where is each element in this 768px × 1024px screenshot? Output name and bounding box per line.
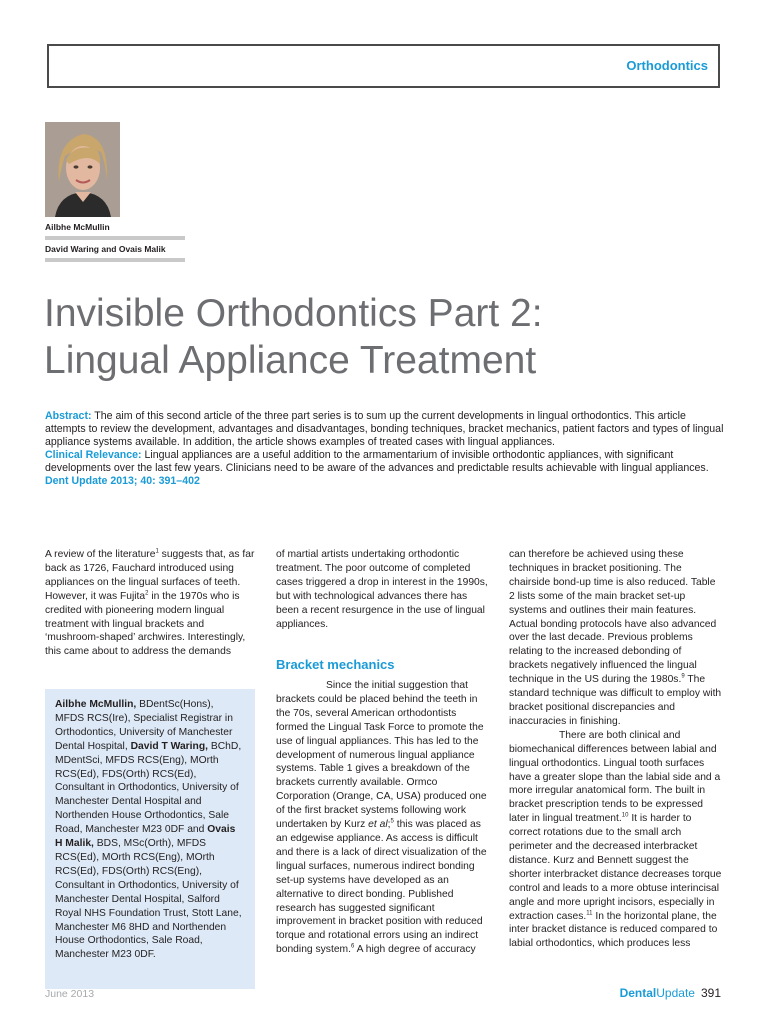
body-column-3 bbox=[509, 548, 723, 951]
abstract-block bbox=[45, 410, 725, 487]
reference-marker: 10 bbox=[621, 812, 629, 819]
reference-marker: 1 bbox=[155, 548, 159, 555]
article-title bbox=[44, 290, 724, 384]
footer-date: June 2013 bbox=[45, 988, 95, 1000]
header-box bbox=[47, 44, 720, 88]
body-text: It is harder to correct rotations due to the small arch perimeter and the decreased interbracket distance. Kurz and Bennett suggest the shorter interbracket distance decreases torque control and leads to a more obtuse interincisal angle and more upright incisors, especially in extraction cases. bbox=[509, 813, 722, 922]
body-text: Since the initial suggestion that brackets could be placed behind the teeth in the 70s, several American orthodontists formed the Lingual Task Force to promote the use of lingual appliances. This has led to the development of numerous lingual appliance systems. Table 1 gives a breakdown of the brackets currently available. Ormco Corporation (Orange, CA, USA) produced one of the first bracket systems following work undertaken by Kurz bbox=[276, 680, 487, 831]
affiliation-box bbox=[45, 689, 255, 989]
reference-marker: 5 bbox=[390, 818, 394, 825]
body-text: ; bbox=[387, 819, 391, 831]
section-label: Orthodontics bbox=[626, 58, 708, 73]
body-text: suggests that, as far back as 1726, Fauchard introduced using appliances on the lingual surfaces of teeth. However, it was Fujita bbox=[45, 549, 255, 602]
reference-marker: 11 bbox=[586, 910, 593, 917]
body-text: can therefore be achieved using these techniques in bracket positioning. The chairside bond-up time is also reduced. Table 2 lists some of the main bracket set-up systems and outlines their main features. Actual bonding protocols have also advanced over the last decade. Previous problems relating to the increased debonding of brackets negatively influenced the lingual technique in the US during the 1980s. bbox=[509, 549, 717, 686]
affiliation-name: David T Waring, bbox=[130, 740, 208, 752]
reference-marker: 9 bbox=[681, 673, 685, 680]
body-text: In the horizontal plane, the inter bracket distance is reduced compared to labial orthodontics, which produces less bbox=[509, 910, 718, 950]
page-number: 391 bbox=[700, 986, 721, 1000]
abstract-paragraph bbox=[45, 410, 725, 449]
title-line-1: Invisible Orthodontics Part 2: bbox=[44, 292, 543, 335]
body-text-italic: et al bbox=[368, 819, 388, 831]
relevance-paragraph bbox=[45, 449, 725, 475]
body-paragraph bbox=[509, 548, 723, 729]
author-divider bbox=[45, 236, 185, 240]
body-paragraph: of martial artists undertaking orthodontic treatment. The poor outcome of completed cases triggered a drop in interest in the 1990s, but with technological advances there has been a recent resurgence in the use of lingual appliances. bbox=[276, 549, 488, 630]
body-paragraph bbox=[276, 679, 488, 957]
body-text: in the 1970s who is credited with pioneering modern lingual treatment with lingual brackets and ‘mushroom-shaped’ archwires. Interestingly, this came about to address the demands bbox=[45, 590, 246, 658]
body-column-1 bbox=[45, 548, 255, 659]
body-paragraph bbox=[509, 729, 723, 952]
citation: Dent Update 2013; 40: 391–402 bbox=[45, 474, 200, 487]
title-line-2: Lingual Appliance Treatment bbox=[44, 339, 537, 382]
affiliation-text: BDS, MSc(Orth), MFDS RCS(Ed), MOrth RCS(Eng), MOrth RCS(Ed), FDS(Orth) RCS(Eng), Consultant in Orthodontics, University of Manchester Dental Hospital, Salford Royal NHS Foundation Trust, Stott Lane, Manchester M6 8HD and Northenden House Orthodontics, Sale Road, Manchester M23 0DF. bbox=[55, 838, 242, 961]
affiliation-name: Ovais H Malik, bbox=[55, 824, 236, 850]
body-text: this was placed as an edgewise appliance. As access is difficult and there is a lack of direct visualization of the lingual surfaces, numerous indirect bonding set-up systems have developed as an alternative to direct bonding. Published research has suggested significant improvement in bracket position with reduced torque and rotational errors using an indirect bonding system. bbox=[276, 819, 487, 956]
abstract-text: The aim of this second article of the three part series is to sum up the current developments in lingual orthodontics. This article attempts to review the development, advantages and disadvantages, bonding techniques, bracket mechanics, patient factors and types of lingual appliance systems available. In addition, the article shows examples of treated cases with lingual appliances. bbox=[45, 410, 724, 448]
affiliation-text: BChD, MDentSci, MFDS RCS(Eng), MOrth RCS(Ed), FDS(Orth) RCS(Ed), Consultant in Orthodontics, University of Manchester Dental Hospital and Northenden House Orthodontics, Sale Road, Manchester M23 0DF and bbox=[55, 740, 242, 836]
author-photo bbox=[45, 122, 120, 217]
footer-journal bbox=[620, 986, 721, 1000]
abstract-label: Abstract: bbox=[45, 410, 92, 422]
body-text: There are both clinical and biomechanical differences between labial and lingual orthodontics. Lingual tooth surfaces have a greater slope than the labial side and a more irregular anatomical form. The built in bracket prescription tends to be expressed later in lingual treatment. bbox=[509, 729, 721, 825]
journal-name-part: Dental bbox=[619, 986, 657, 1000]
portrait-image bbox=[45, 122, 120, 217]
body-text: A review of the literature bbox=[45, 549, 156, 560]
body-column-2 bbox=[276, 548, 488, 631]
reference-marker: 6 bbox=[350, 943, 355, 950]
journal-name-part: Update bbox=[656, 986, 695, 1000]
co-authors: David Waring and Ovais Malik bbox=[45, 244, 166, 254]
relevance-text: Lingual appliances are a useful addition to the armamentarium of invisible orthodontic appliances, with significant developments over the last few years. Clinicians need to be aware of the advances and predictable results achievable with lingual appliances. bbox=[45, 448, 709, 474]
body-text: The standard technique was difficult to employ with bracket positional discrepancies and inaccuracies in finishing. bbox=[509, 674, 722, 727]
body-column-2-continued bbox=[276, 679, 488, 957]
section-heading: Bracket mechanics bbox=[276, 657, 395, 672]
reference-marker: 2 bbox=[145, 590, 149, 597]
relevance-label: Clinical Relevance: bbox=[45, 448, 142, 461]
body-text: A high degree of accuracy bbox=[354, 944, 476, 956]
affiliation-text: BDentSc(Hons), MFDS RCS(Ire), Specialist Registrar in Orthodontics, University of Manchester Dental Hospital, bbox=[55, 699, 233, 752]
body-paragraph bbox=[45, 548, 255, 659]
affiliation-name: Ailbhe McMullin, bbox=[55, 699, 137, 710]
author-main: Ailbhe McMullin bbox=[45, 222, 110, 232]
author-divider bbox=[45, 258, 185, 262]
